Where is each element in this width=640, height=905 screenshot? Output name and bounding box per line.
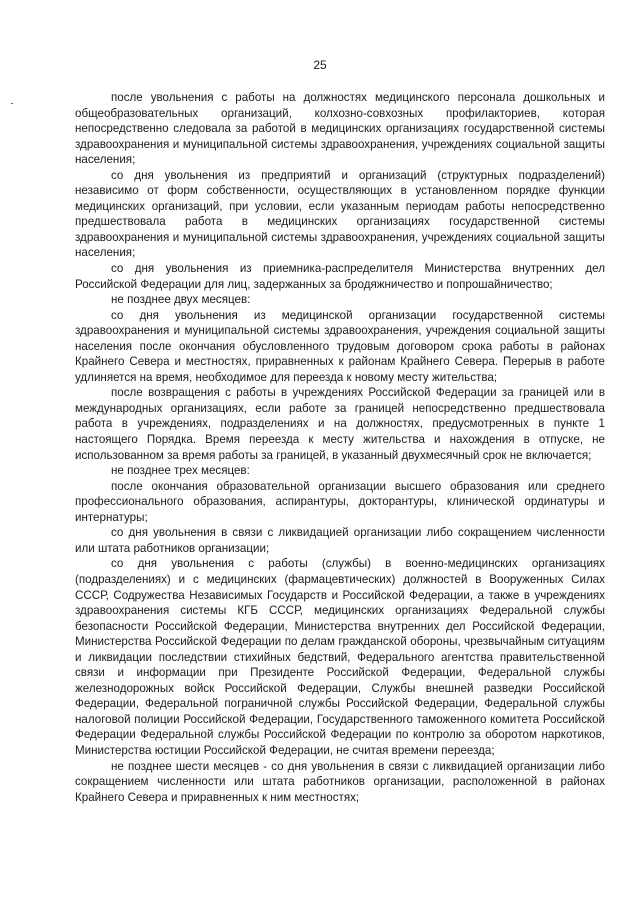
paragraph: после увольнения с работы на должностях медицинского персонала дошкольных и общеобразовательных организаций, колхозно-совхозных профилакториев, которая непосредственно следовала за работой в медицинских организациях государственной системы здравоохранения и муниципальной системы здравоохранения, учреждениях социальной защиты населения;: [75, 91, 605, 167]
margin-mark: [11, 103, 13, 104]
paragraph: со дня увольнения из медицинской организации государственной системы здравоохранения и муниципальной системы здравоохранения, учреждения социальной защиты населения после окончания обусловленного трудовым договором срока работы в районах Крайнего Севера и местностях, приравненных к районам Крайнего Севера. Перерыв в работе удлиняется на время, необходимое для переезда к новому месту жительства;: [75, 308, 605, 384]
paragraph: не позднее шести месяцев - со дня увольнения в связи с ликвидацией организации либо сокращением численности или штата работников организации, расположенной в районах Крайнего Севера и приравненных к ним местностях;: [75, 759, 605, 804]
paragraph: не позднее двух месяцев:: [111, 293, 251, 307]
document-body: [75, 90, 605, 805]
paragraph: со дня увольнения из предприятий и организаций (структурных подразделений) независимо от форм собственности, осуществляющих в установленном порядке функции медицинских организаций, при условии, если указанным периодам работы непосредственно предшествовала работа в медицинских организациях государственной системы здравоохранения и муниципальной системы здравоохранения, учреждениях социальной защиты населения;: [75, 168, 605, 260]
paragraph: после возвращения с работы в учреждениях Российской Федерации за границей или в международных организациях, если работе за границей непосредственно предшествовала работа в учреждениях, подразделениях и на должностях, предусмотренных в пункте 1 настоящего Порядка. Время переезда к месту жительства и нахождения в отпуске, не использованном за время работы за границей, в указанный двухмесячный срок не включается;: [75, 386, 605, 462]
paragraph: после окончания образовательной организации высшего образования или среднего профессионального образования, аспирантуры, докторантуры, клинической ординатуры и интернатуры;: [75, 479, 605, 524]
paragraph: не позднее трех месяцев:: [111, 464, 250, 478]
page-number: 25: [313, 58, 327, 72]
paragraph: со дня увольнения из приемника-распределителя Министерства внутренних дел Российской Федерации для лиц, задержанных за бродяжничество и попрошайничество;: [75, 262, 605, 291]
paragraph: со дня увольнения с работы (службы) в военно-медицинских организациях (подразделениях) и с медицинских (фармацевтических) должностей в Вооруженных Силах СССР, Содружества Независимых Государств и Российской Федерации, а также в учреждениях здравоохранения системы КГБ СССР, медицинских организациях Федеральной службы безопасности Российской Федерации, Министерства внутренних дел Российской Федерации, Министерства Российской Федерации по делам гражданской обороны, чрезвычайным ситуациям и ликвидации последствии стихийных бедствий, Федерального агентства правительственной связи и информации при Президенте Российской Федерации, Федеральной службы железнодорожных войск Российской Федерации, Службы внешней разведки Российской Федерации, Федеральной пограничной службы Российской Федерации, Федеральной службы налоговой полиции Российской Федерации, Государственного таможенного комитета Российской Федерации Федеральной службы Российской Федерации по контролю за оборотом наркотиков, Министерства юстиции Российской Федерации, не считая времени переезда;: [75, 557, 605, 757]
paragraph: со дня увольнения в связи с ликвидацией организации либо сокращением численности или штата работников организации;: [75, 526, 605, 555]
